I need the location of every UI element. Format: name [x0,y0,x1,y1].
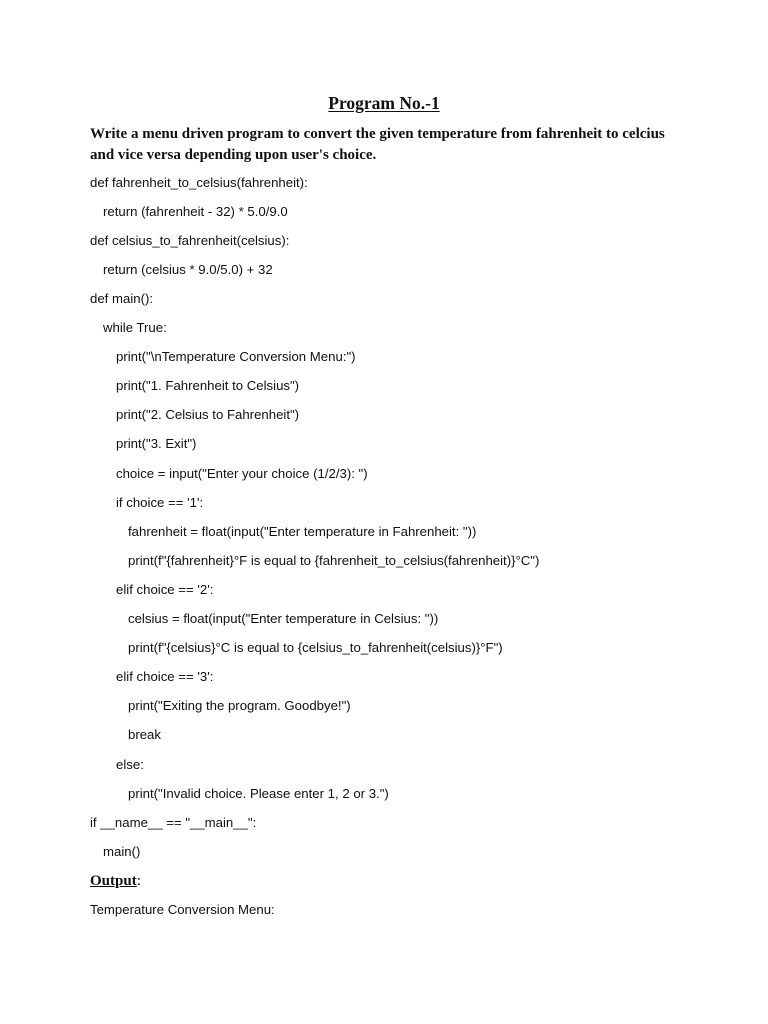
code-line-4: return (celsius * 9.0/5.0) + 32 [103,262,273,277]
code-line-14: print(f"{fahrenheit}°F is equal to {fahrenheit_to_celsius(fahrenheit)}°C") [128,553,540,568]
code-line-10: print("3. Exit") [116,436,197,451]
code-line-5: def main(): [90,291,154,306]
output-heading [90,871,141,891]
code-line-13: fahrenheit = float(input("Enter temperature in Fahrenheit: ")) [128,524,477,539]
code-line-21: else: [116,757,144,772]
output-colon: : [136,873,141,889]
code-line-8: print("1. Fahrenheit to Celsius") [116,378,300,393]
code-line-23: if __name__ == "__main__": [90,815,257,830]
code-line-19: print("Exiting the program. Goodbye!") [128,698,351,713]
output-label: Output [90,873,137,889]
code-line-20: break [128,727,161,742]
code-line-15: elif choice == '2': [116,582,214,597]
code-line-22: print("Invalid choice. Please enter 1, 2 or 3.") [128,786,389,801]
code-line-11: choice = input("Enter your choice (1/2/3): ") [116,466,368,481]
code-line-24: main() [103,844,141,859]
code-line-17: print(f"{celsius}°C is equal to {celsius_to_fahrenheit(celsius)}°F") [128,640,503,655]
page-title: Program No.-1 [328,93,440,113]
question-text: Write a menu driven program to convert the given temperature from fahrenheit to celcius and vice versa depending upon user's choice. [90,126,665,163]
code-line-16: celsius = float(input("Enter temperature in Celsius: ")) [128,611,439,626]
code-line-3: def celsius_to_fahrenheit(celsius): [90,233,290,248]
code-line-9: print("2. Celsius to Fahrenheit") [116,407,300,422]
code-line-6: while True: [103,320,167,335]
code-line-12: if choice == '1': [116,495,204,510]
code-line-2: return (fahrenheit - 32) * 5.0/9.0 [103,204,288,219]
output-line-1: Temperature Conversion Menu: [90,902,275,917]
code-line-1: def fahrenheit_to_celsius(fahrenheit): [90,175,308,190]
code-line-18: elif choice == '3': [116,669,214,684]
code-line-7: print("\nTemperature Conversion Menu:") [116,349,356,364]
